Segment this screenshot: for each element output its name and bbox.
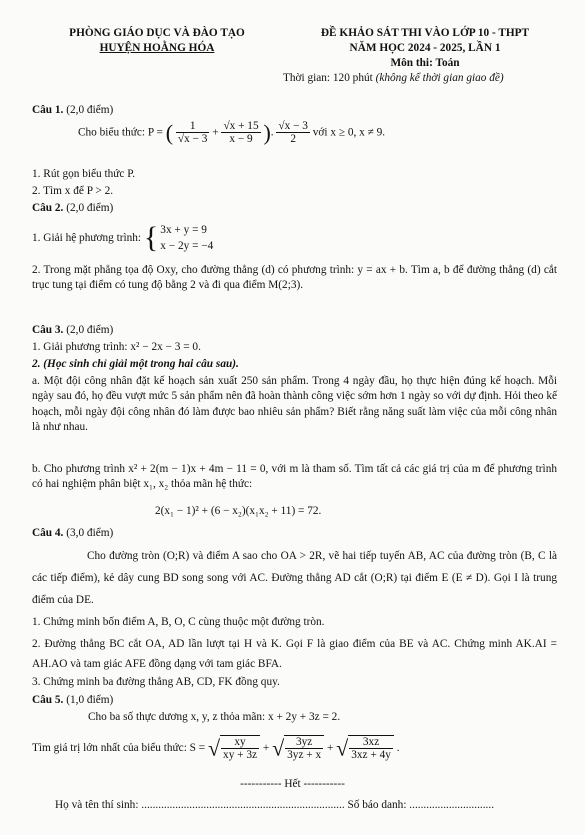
question-1-item-1: 1. Rút gọn biểu thức P. bbox=[32, 168, 136, 180]
subject: Môn thi: Toán bbox=[390, 57, 460, 69]
question-4-intro: Cho đường tròn (O;R) và điểm A sao cho OA > 2R, vẽ hai tiếp tuyến AB, AC của đường tròn (B, C là các tiếp điểm), kẻ dây cung BD song song với AC. Đường thẳng AD cắt (O;R) tại điểm E (E ≠ D). Gọi I là trung điểm của DE. bbox=[32, 550, 557, 606]
exam-title: ĐỀ KHẢO SÁT THI VÀO LỚP 10 - THPT bbox=[320, 27, 530, 39]
question-5-expression bbox=[32, 735, 400, 762]
sqrt-sign-3: √ bbox=[336, 735, 349, 761]
question-5-heading bbox=[32, 693, 113, 708]
question-1-points: (2,0 điểm) bbox=[66, 104, 114, 116]
fraction-1 bbox=[176, 120, 210, 146]
question-5-points: (1,0 điểm) bbox=[66, 694, 114, 706]
sqrt-term-3 bbox=[348, 735, 394, 762]
question-2-item-1 bbox=[32, 222, 213, 255]
question-1-heading bbox=[32, 103, 113, 118]
question-4-item-1: 1. Chứng minh bốn điểm A, B, O, C cùng thuộc một đường tròn. bbox=[32, 616, 325, 628]
candidate-id-dots: .............................. bbox=[409, 799, 495, 811]
candidate-id-label: Số báo danh: bbox=[347, 799, 407, 811]
term-2-den: 3yz + x bbox=[287, 749, 322, 762]
time-note: (không kể thời gian giao đề) bbox=[375, 72, 504, 84]
question-3-points: (2,0 điểm) bbox=[66, 324, 114, 336]
term-1-num: xy bbox=[221, 736, 259, 749]
question-2-title: Câu 2. bbox=[32, 202, 64, 214]
question-3-item-2a: a. Một đội công nhân đặt kế hoạch sản xuất 250 sản phẩm. Trong 4 ngày đầu, họ thực hiện đúng kế hoạch. Mỗi ngày sau đó, họ đều vượt mức 5 sản phẩm nên đã hoàn thành công việc sớm hơn 1 ngày so với dự định. Hỏi theo kế hoạch, mỗi ngày đội công nhân đó làm được bao nhiêu sản phẩm? Biết rằng năng suất làm việc của mỗi công nhân là như nhau. bbox=[32, 375, 557, 433]
plus-sign-2: + bbox=[326, 742, 334, 755]
period: . bbox=[396, 742, 400, 755]
paren-open: ( bbox=[165, 119, 174, 145]
question-3-item-2: 2. (Học sinh chỉ giải một trong hai câu sau). bbox=[32, 358, 239, 370]
question-3-heading bbox=[32, 323, 113, 338]
question-3-item-1: 1. Giải phương trình: x² − 2x − 3 = 0. bbox=[32, 341, 201, 353]
equation-system bbox=[160, 222, 213, 255]
plus-sign: + bbox=[212, 126, 219, 139]
time-text: Thời gian: 120 phút bbox=[283, 72, 373, 84]
fraction-2-num: √x + 15 bbox=[223, 120, 259, 132]
sqrt-sign-1: √ bbox=[207, 735, 221, 761]
term-3-den: 3xz + 4y bbox=[351, 749, 391, 762]
fraction-3-num: √x − 3 bbox=[278, 120, 308, 132]
fraction-2-den: x − 9 bbox=[229, 133, 253, 146]
question-4-item-3: 3. Chứng minh ba đường thẳng AB, CD, FK đồng quy. bbox=[32, 676, 280, 688]
question-3-item-2b-equation: 2(x₁ − 1)² + (6 − x₂)(x₁x₂ + 11) = 72. bbox=[155, 505, 322, 517]
question-1-expression bbox=[78, 120, 385, 146]
sqrt-term-1 bbox=[220, 735, 260, 762]
term-1-den: xy + 3z bbox=[223, 749, 258, 762]
system-intro: 1. Giải hệ phương trình: bbox=[32, 231, 142, 244]
question-4-points: (3,0 điểm) bbox=[66, 527, 114, 539]
fraction-3 bbox=[276, 120, 310, 146]
sqrt-sign-2: √ bbox=[272, 735, 285, 761]
question-1-title: Câu 1. bbox=[32, 104, 64, 116]
expression-condition: với x ≥ 0, x ≠ 9. bbox=[312, 126, 386, 139]
end-marker: ----------- Hết ----------- bbox=[240, 778, 345, 790]
expression-ask: Tìm giá trị lớn nhất của biểu thức: S = bbox=[32, 742, 206, 755]
candidate-name-label: Họ và tên thí sinh: bbox=[55, 799, 139, 811]
question-2-item-2: 2. Trong mặt phẳng tọa độ Oxy, cho đường thẳng (d) có phương trình: y = ax + b. Tìm a, b để đường thẳng (d) cắt trục tung tại điểm có tung độ bằng 2 và đi qua điểm M(2;3). bbox=[32, 264, 557, 292]
question-4-title: Câu 4. bbox=[32, 527, 64, 539]
school-year: NĂM HỌC 2024 - 2025, LẦN 1 bbox=[349, 42, 501, 54]
dot-sign: . bbox=[270, 126, 274, 139]
fraction-1-num: 1 bbox=[176, 120, 210, 133]
question-2-points: (2,0 điểm) bbox=[66, 202, 114, 214]
question-5-title: Câu 5. bbox=[32, 694, 64, 706]
expression-intro: Cho biểu thức: P = bbox=[78, 126, 163, 139]
question-5-intro: Cho ba số thực dương x, y, z thỏa mãn: x + 2y + 3z = 2. bbox=[88, 711, 341, 723]
fraction-1-den: √x − 3 bbox=[177, 133, 208, 146]
department-name: PHÒNG GIÁO DỤC VÀ ĐÀO TẠO bbox=[69, 27, 245, 39]
question-3-title: Câu 3. bbox=[32, 324, 64, 336]
district-name: HUYỆN HOẰNG HÓA bbox=[99, 42, 215, 54]
question-1-item-2: 2. Tìm x để P > 2. bbox=[32, 185, 114, 197]
exam-time bbox=[283, 71, 504, 86]
sqrt-term-2 bbox=[284, 735, 324, 762]
question-3-item-2b: b. Cho phương trình x² + 2(m − 1)x + 4m − 11 = 0, với m là tham số. Tìm tất cả các giá trị của m để phương trình có hai nghiệm phân biệt x₁, x₂ thỏa mãn hệ thức: bbox=[32, 463, 557, 491]
system-brace: { bbox=[143, 221, 159, 255]
system-eq-2: x − 2y = −4 bbox=[160, 240, 214, 253]
question-2-heading bbox=[32, 201, 113, 216]
question-4-heading bbox=[32, 526, 113, 541]
candidate-name-dots: ........................................................................ bbox=[141, 799, 345, 811]
term-3-num: 3xz bbox=[349, 736, 393, 749]
term-2-num: 3yz bbox=[285, 736, 323, 749]
system-eq-1: 3x + y = 9 bbox=[160, 224, 207, 236]
fraction-2 bbox=[221, 120, 260, 146]
fraction-3-den: 2 bbox=[290, 133, 297, 146]
paren-close: ) bbox=[263, 119, 271, 145]
plus-sign-1: + bbox=[262, 742, 270, 755]
candidate-name-row bbox=[55, 798, 494, 813]
question-4-item-2: 2. Đường thẳng BC cắt OA, AD lần lượt tại H và K. Gọi F là giao điểm của BE và AC. Chứng minh AK.AI = AH.AO và tam giác AFE đồng dạng với tam giác BFA. bbox=[32, 638, 557, 670]
